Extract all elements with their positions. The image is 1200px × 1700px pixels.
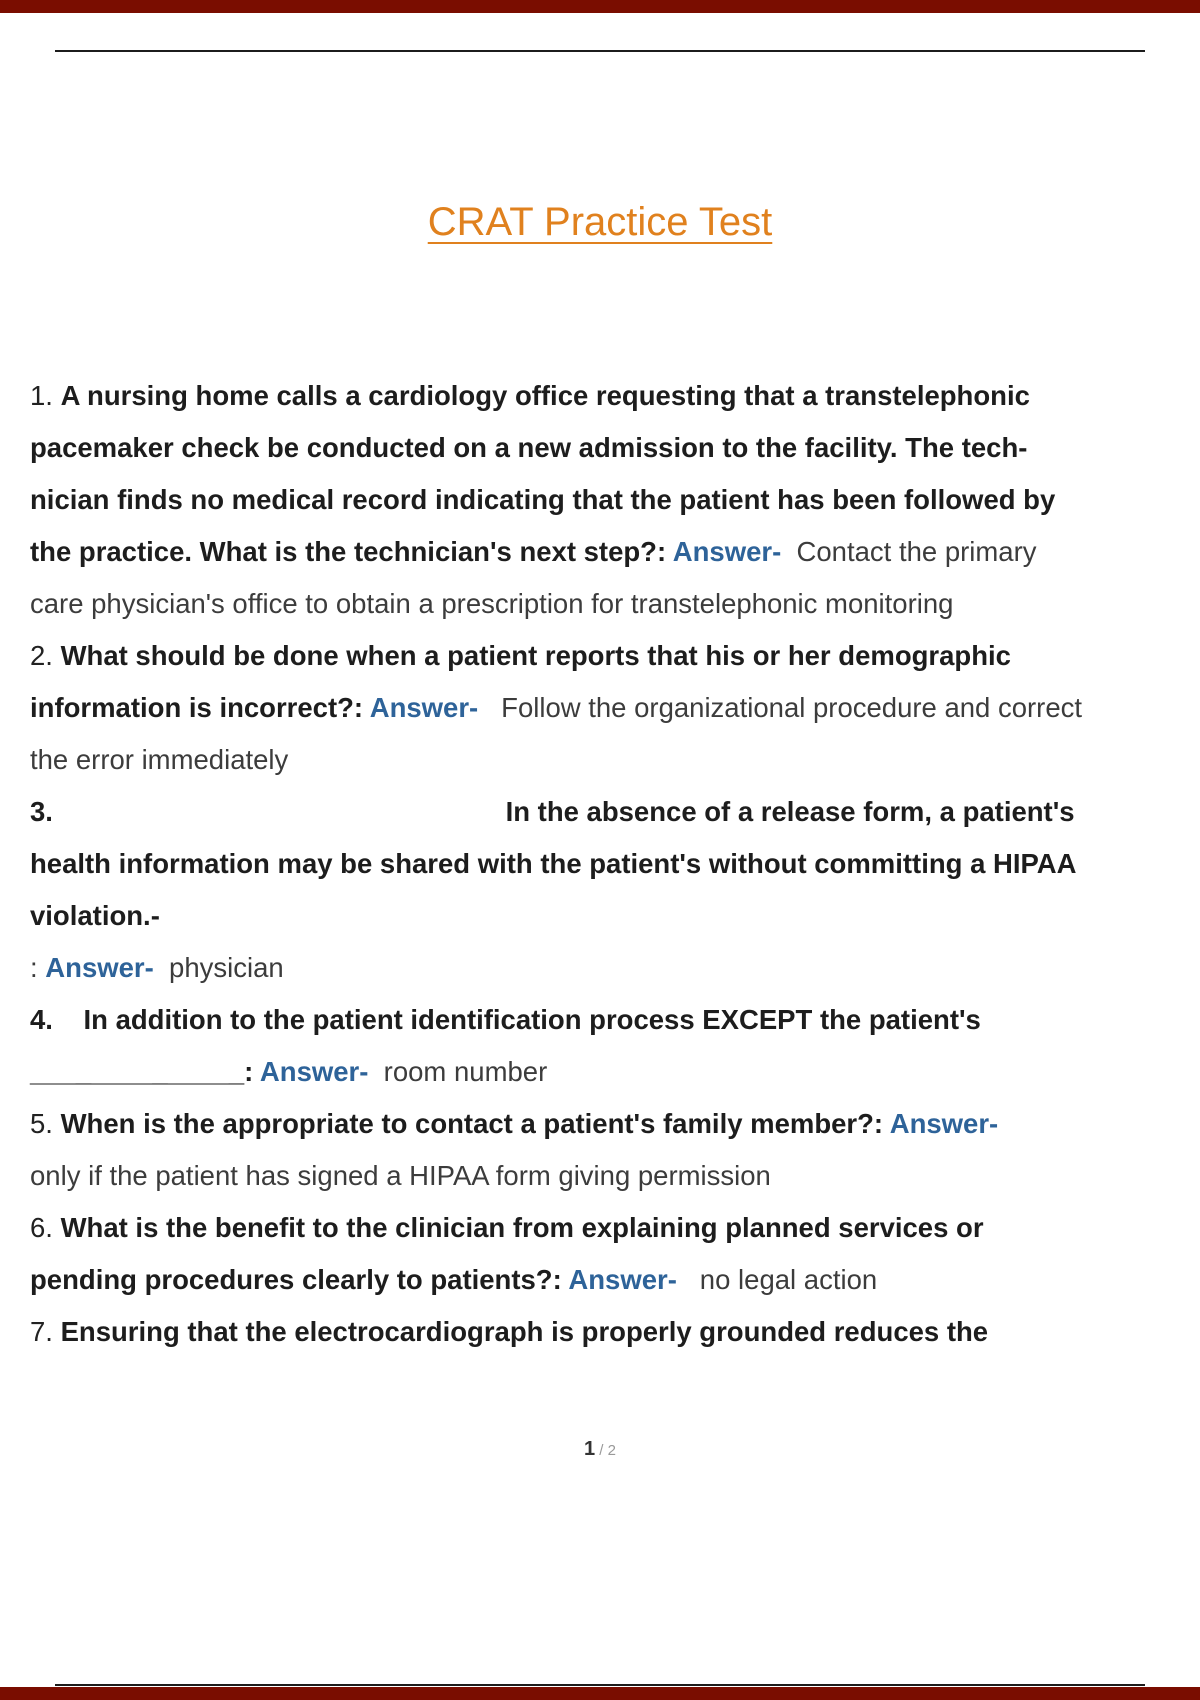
- question-text: What is the benefit to the clinician from explaining planned services or pending procedures clearly to patients?:: [30, 1212, 992, 1295]
- question-number: 5.: [30, 1108, 61, 1139]
- document-title: CRAT Practice Test: [427, 200, 773, 244]
- answer-text: room number: [368, 1056, 548, 1087]
- answer-label: Answer-: [259, 1056, 369, 1087]
- answer-text: Follow the organizational procedure and correct the error immediately: [30, 692, 1090, 775]
- question-item: [30, 1202, 1092, 1306]
- question-item: [30, 786, 1092, 994]
- answer-label: Answer-: [369, 692, 479, 723]
- question-number: 2.: [30, 640, 61, 671]
- answer-text: only if the patient has signed a HIPAA form giving permission: [30, 1160, 771, 1191]
- question-text: A nursing home calls a cardiology office requesting that a transtelephonic pacemaker check be conducted on a new admission to the facility. The tech- nician finds no medical record indicating that the patient has been followed by the practice. What is the technician's next step?:: [30, 380, 1063, 567]
- top-rule: [55, 50, 1145, 52]
- question-text: ______________:: [30, 1056, 260, 1087]
- question-number: 3.: [30, 796, 61, 827]
- question-text: In addition to the patient identification process EXCEPT the patient's: [60, 1004, 981, 1035]
- answer-text: physician: [153, 952, 284, 983]
- question-text: In the absence of a release form, a patient's health information may be shared with the patient's without committing a HIPAA violation.-: [30, 796, 1084, 931]
- question-item: [30, 630, 1092, 786]
- page-number-total: / 2: [595, 1442, 616, 1459]
- page-number-current: 1: [584, 1438, 596, 1460]
- question-number: 7.: [30, 1316, 61, 1347]
- answer-text: :: [30, 952, 46, 983]
- question-item: [30, 1098, 1092, 1202]
- question-item: [30, 370, 1092, 630]
- answer-label: Answer-: [568, 1264, 677, 1295]
- question-number: 4.: [30, 1004, 61, 1035]
- question-text: Ensuring that the electrocardiograph is properly grounded reduces the: [60, 1316, 989, 1347]
- question-item: [30, 1306, 1092, 1358]
- question-number: 6.: [30, 1212, 61, 1243]
- answer-label: Answer-: [889, 1108, 999, 1139]
- answer-label: Answer-: [672, 536, 782, 567]
- questions-container: [30, 370, 1092, 1358]
- question-text: What should be done when a patient reports that his or her demographic information is incorrect?:: [30, 640, 1019, 723]
- answer-text: no legal action: [676, 1264, 878, 1295]
- bottom-rule: [55, 1684, 1145, 1686]
- answer-label: Answer-: [45, 952, 154, 983]
- bottom-border-bar: [0, 1687, 1200, 1700]
- question-item: [30, 994, 1092, 1098]
- question-text: When is the appropriate to contact a patient's family member?:: [60, 1108, 890, 1139]
- question-number: 1.: [30, 380, 61, 411]
- answer-text: Contact the primary care physician's office to obtain a prescription for transtelephonic monitoring: [30, 536, 1045, 619]
- page-footer: [0, 1438, 1200, 1461]
- top-border-bar: [0, 0, 1200, 13]
